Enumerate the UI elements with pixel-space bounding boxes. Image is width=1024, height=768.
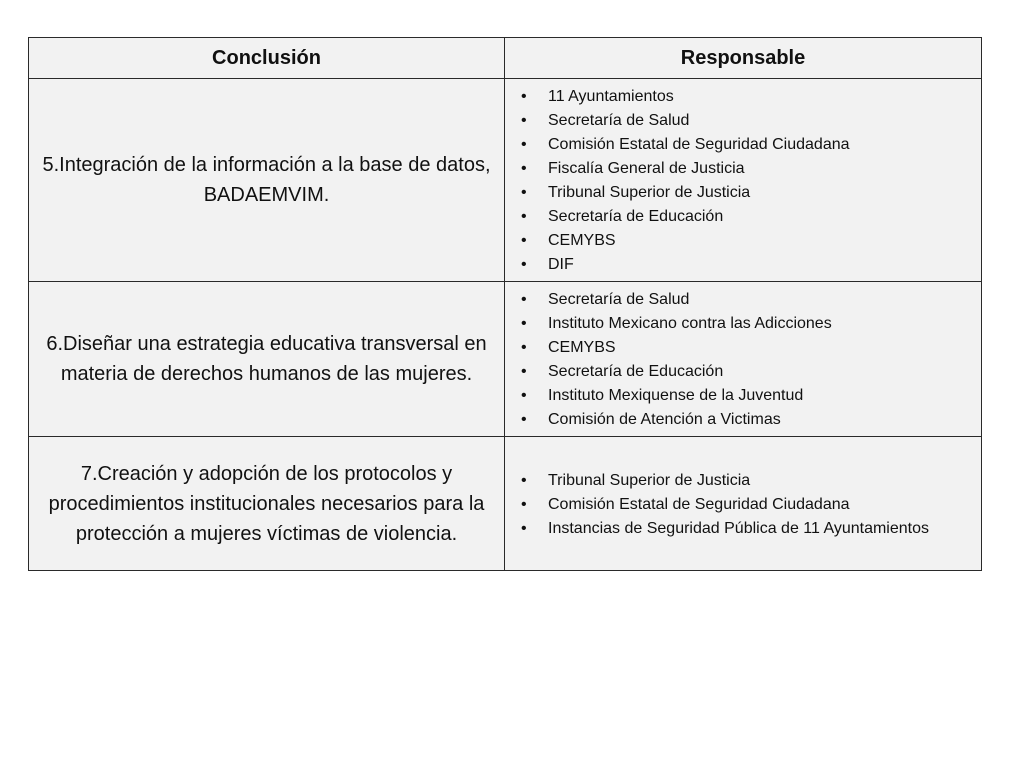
responsible-item: • Secretaría de Educación xyxy=(517,205,973,229)
responsible-item: • Tribunal Superior de Justicia xyxy=(517,469,973,493)
header-conclusion: Conclusión xyxy=(29,38,505,79)
responsible-item: • DIF xyxy=(517,253,973,277)
conclusion-cell: 6.Diseñar una estrategia educativa transversal en materia de derechos humanos de las mujeres. xyxy=(29,282,505,437)
responsible-item: • Fiscalía General de Justicia xyxy=(517,157,973,181)
responsible-item: • CEMYBS xyxy=(517,336,973,360)
responsible-item: • Secretaría de Educación xyxy=(517,360,973,384)
responsible-item: • Instituto Mexicano contra las Adicciones xyxy=(517,312,973,336)
responsible-item: • CEMYBS xyxy=(517,229,973,253)
responsible-list xyxy=(517,288,973,432)
responsible-cell xyxy=(505,437,982,571)
responsible-item: • Tribunal Superior de Justicia xyxy=(517,181,973,205)
responsible-list xyxy=(517,469,973,541)
responsible-item: • Comisión de Atención a Victimas xyxy=(517,408,973,432)
responsible-cell xyxy=(505,282,982,437)
conclusion-cell: 5.Integración de la información a la base de datos, BADAEMVIM. xyxy=(29,79,505,282)
responsible-list xyxy=(517,85,973,277)
table-row xyxy=(29,282,982,437)
conclusion-cell: 7.Creación y adopción de los protocolos y procedimientos institucionales necesarios para la protección a mujeres víctimas de violencia. xyxy=(29,437,505,571)
table-header-row xyxy=(29,38,982,79)
responsible-item: • Secretaría de Salud xyxy=(517,109,973,133)
responsibility-table xyxy=(28,37,982,571)
responsible-item: • Instancias de Seguridad Pública de 11 Ayuntamientos xyxy=(517,517,973,541)
responsible-item: • 11 Ayuntamientos xyxy=(517,85,973,109)
responsible-cell xyxy=(505,79,982,282)
responsible-item: • Comisión Estatal de Seguridad Ciudadana xyxy=(517,133,973,157)
responsible-item: • Comisión Estatal de Seguridad Ciudadana xyxy=(517,493,973,517)
responsible-item: • Secretaría de Salud xyxy=(517,288,973,312)
responsible-item: • Instituto Mexiquense de la Juventud xyxy=(517,384,973,408)
table-row xyxy=(29,437,982,571)
header-responsible: Responsable xyxy=(505,38,982,79)
table-row xyxy=(29,79,982,282)
